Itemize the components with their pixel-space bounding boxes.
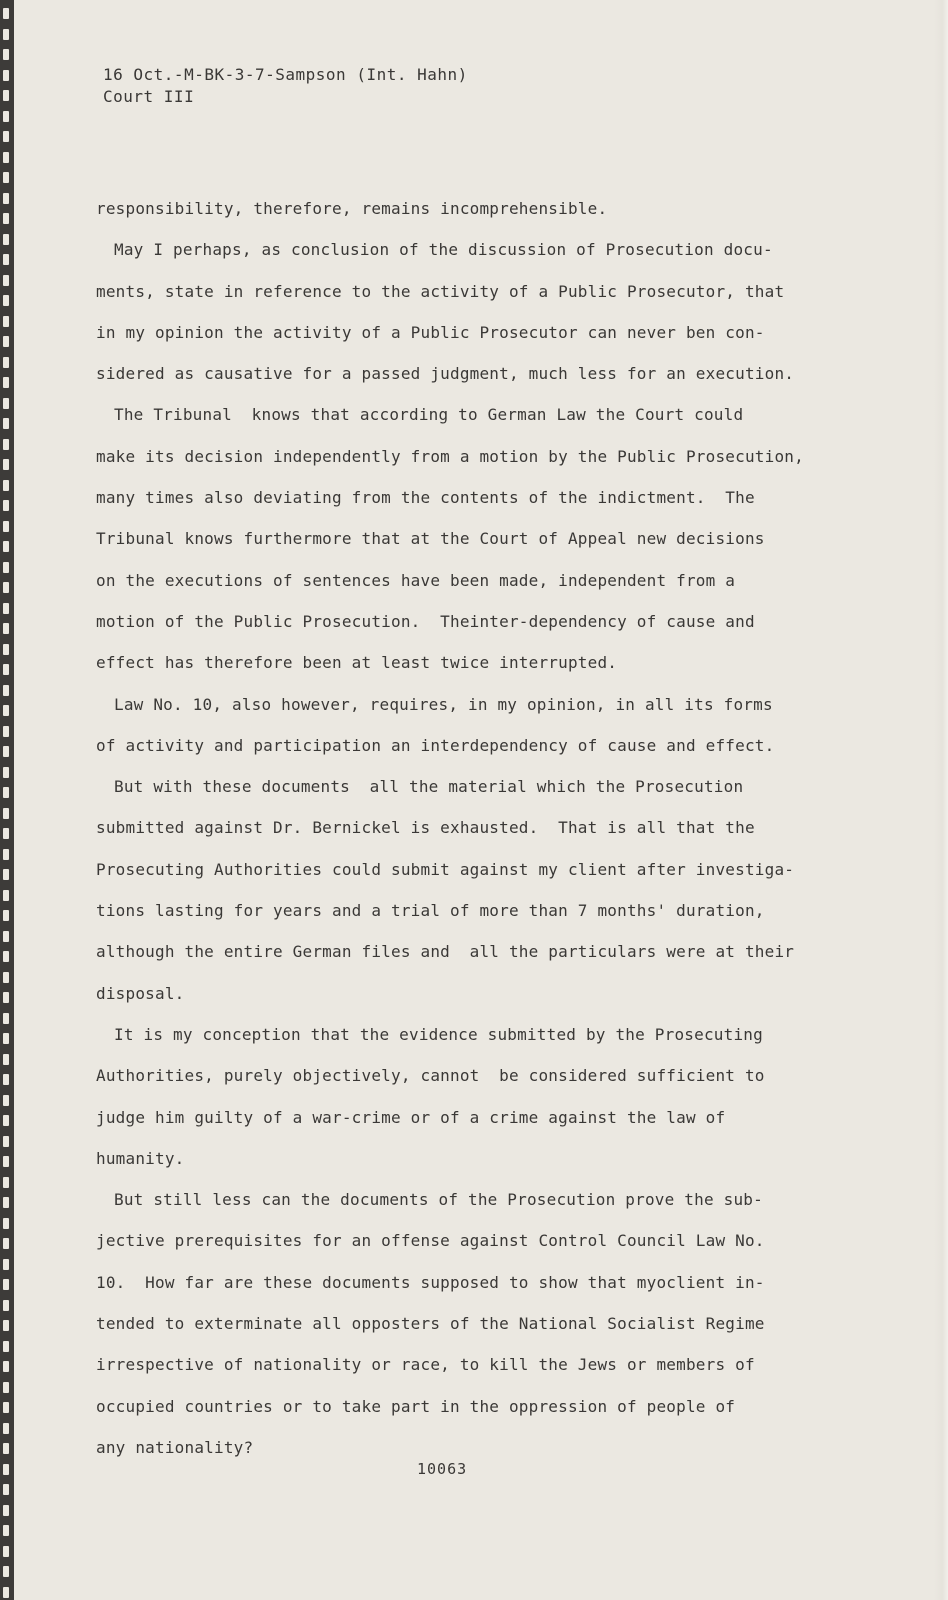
binding-hole: [3, 439, 9, 450]
binding-hole: [3, 1361, 9, 1372]
binding-hole: [3, 1566, 9, 1577]
binding-hole: [3, 726, 9, 737]
binding-hole: [3, 1300, 9, 1311]
binding-hole: [3, 1074, 9, 1085]
binding-hole: [3, 1156, 9, 1167]
binding-hole: [3, 541, 9, 552]
binding-hole: [3, 1197, 9, 1208]
binding-hole: [3, 418, 9, 429]
binding-strip: [0, 0, 14, 1600]
binding-hole: [3, 910, 9, 921]
text-line: jective prerequisites for an offense against Control Council Law No.: [96, 1231, 765, 1251]
text-line: tended to exterminate all opposters of the National Socialist Regime: [96, 1314, 765, 1334]
binding-hole: [3, 90, 9, 101]
text-line: make its decision independently from a motion by the Public Prosecution,: [96, 446, 804, 466]
binding-hole: [3, 49, 9, 60]
binding-hole: [3, 1402, 9, 1413]
binding-hole: [3, 1546, 9, 1557]
binding-hole: [3, 623, 9, 634]
binding-hole: [3, 808, 9, 819]
binding-hole: [3, 1054, 9, 1065]
binding-hole: [3, 377, 9, 388]
binding-hole: [3, 1095, 9, 1106]
binding-hole: [3, 1505, 9, 1516]
binding-hole: [3, 1259, 9, 1270]
text-line: responsibility, therefore, remains incomprehensible.: [96, 199, 608, 218]
binding-hole: [3, 357, 9, 368]
text-line: It is my conception that the evidence submitted by the Prosecuting: [114, 1024, 763, 1044]
document-header: [103, 64, 468, 108]
binding-hole: [3, 1279, 9, 1290]
text-line: judge him guilty of a war-crime or of a crime against the law of: [96, 1107, 726, 1127]
binding-hole: [3, 664, 9, 675]
binding-hole: [3, 29, 9, 40]
binding-hole: [3, 767, 9, 778]
text-line: submitted against Dr. Bernickel is exhausted. That is all that the: [96, 818, 755, 838]
binding-hole: [3, 480, 9, 491]
text-line: many times also deviating from the contents of the indictment. The: [96, 488, 755, 508]
binding-hole: [3, 1238, 9, 1249]
binding-hole: [3, 685, 9, 696]
text-line: effect has therefore been at least twice interrupted.: [96, 653, 618, 673]
text-line: occupied countries or to take part in the oppression of people of: [96, 1396, 736, 1416]
binding-hole: [3, 1587, 9, 1598]
binding-hole: [3, 992, 9, 1003]
binding-hole: [3, 193, 9, 204]
binding-hole: [3, 705, 9, 716]
text-line: humanity.: [96, 1148, 185, 1168]
text-line: May I perhaps, as conclusion of the discussion of Prosecution docu-: [114, 240, 773, 260]
binding-hole: [3, 1464, 9, 1475]
binding-hole: [3, 1013, 9, 1024]
binding-hole: [3, 111, 9, 122]
text-line: But still less can the documents of the Prosecution prove the sub-: [114, 1190, 763, 1210]
binding-hole: [3, 828, 9, 839]
text-line: ments, state in reference to the activity of a Public Prosecutor, that: [96, 281, 785, 301]
binding-hole: [3, 172, 9, 183]
binding-hole: [3, 131, 9, 142]
binding-hole: [3, 459, 9, 470]
binding-hole: [3, 500, 9, 511]
binding-hole: [3, 8, 9, 19]
text-line: But with these documents all the material which the Prosecution: [114, 777, 744, 797]
text-line: in my opinion the activity of a Public Prosecutor can never ben con-: [96, 322, 765, 342]
binding-hole: [3, 562, 9, 573]
binding-hole: [3, 1115, 9, 1126]
binding-hole: [3, 275, 9, 286]
text-line: Prosecuting Authorities could submit against my client after investiga-: [96, 859, 795, 879]
paper-edge: [934, 0, 948, 1600]
binding-hole: [3, 398, 9, 409]
binding-hole: [3, 1177, 9, 1188]
binding-hole: [3, 213, 9, 224]
binding-hole: [3, 746, 9, 757]
binding-hole: [3, 849, 9, 860]
binding-hole: [3, 972, 9, 983]
text-line: Authorities, purely objectively, cannot be considered sufficient to: [96, 1066, 765, 1086]
text-line: disposal.: [96, 983, 185, 1003]
binding-hole: [3, 1423, 9, 1434]
binding-hole: [3, 787, 9, 798]
binding-hole: [3, 1484, 9, 1495]
text-line: of activity and participation an interdependency of cause and effect.: [96, 735, 775, 755]
binding-hole: [3, 890, 9, 901]
binding-hole: [3, 603, 9, 614]
text-line: Law No. 10, also however, requires, in my opinion, in all its forms: [114, 694, 773, 714]
text-line: The Tribunal knows that according to German Law the Court could: [114, 405, 744, 425]
text-line: tions lasting for years and a trial of more than 7 months' duration,: [96, 901, 765, 921]
binding-hole: [3, 521, 9, 532]
binding-hole: [3, 1443, 9, 1454]
text-line: any nationality?: [96, 1437, 254, 1457]
binding-hole: [3, 254, 9, 265]
text-line: motion of the Public Prosecution. Theinter-dependency of cause and: [96, 611, 755, 631]
binding-hole: [3, 644, 9, 655]
binding-hole: [3, 336, 9, 347]
page-number: 10063: [417, 1460, 468, 1478]
binding-hole: [3, 234, 9, 245]
binding-hole: [3, 316, 9, 327]
header-line-2: Court III: [103, 87, 195, 106]
text-line: although the entire German files and all the particulars were at their: [96, 942, 795, 962]
binding-hole: [3, 1218, 9, 1229]
binding-hole: [3, 582, 9, 593]
binding-hole: [3, 931, 9, 942]
binding-hole: [3, 1033, 9, 1044]
binding-hole: [3, 1136, 9, 1147]
text-line: on the executions of sentences have been made, independent from a: [96, 570, 736, 590]
document-body: [96, 188, 826, 1468]
binding-hole: [3, 1341, 9, 1352]
header-line-1: 16 Oct.-M-BK-3-7-Sampson (Int. Hahn): [103, 65, 468, 84]
binding-hole: [3, 70, 9, 81]
text-line: sidered as causative for a passed judgment, much less for an execution.: [96, 364, 795, 384]
binding-hole: [3, 152, 9, 163]
binding-hole: [3, 869, 9, 880]
binding-hole: [3, 951, 9, 962]
binding-hole: [3, 1525, 9, 1536]
text-line: irrespective of nationality or race, to kill the Jews or members of: [96, 1355, 755, 1375]
text-line: Tribunal knows furthermore that at the Court of Appeal new decisions: [96, 529, 765, 549]
text-line: 10. How far are these documents supposed to show that myoclient in-: [96, 1272, 765, 1292]
binding-hole: [3, 1382, 9, 1393]
binding-hole: [3, 295, 9, 306]
binding-hole: [3, 1320, 9, 1331]
